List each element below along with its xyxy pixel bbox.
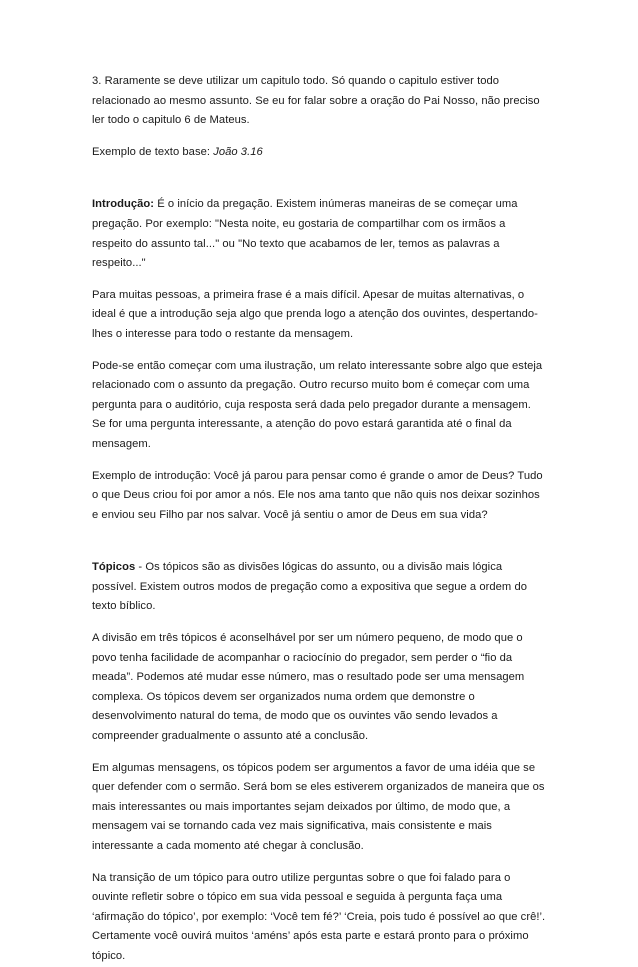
paragraph-topics-3: Em algumas mensagens, os tópicos podem ser argumentos a favor de uma idéia que se quer defender com o sermão. Será bom se eles estiverem organizados de maneira que os mais interessantes ou mais importantes sejam deixados por último, de modo que, a mensagem vai se tornando cada vez mais significativa, mais consistente e mais interessante a cada momento até chegar à conclusão. <box>92 761 545 852</box>
introduction-text: É o início da pregação. Existem inúmeras maneiras de se começar uma pregação. Por exemplo: "Nesta noite, eu gostaria de compartilhar com os irmãos a respeito do assunto tal..." ou "No texto que acabamos de ler, temos as palavras a respeito..." <box>92 198 518 270</box>
example-base-reference: João 3.16 <box>213 145 263 158</box>
paragraph-introduction-3: Pode-se então começar com uma ilustração, um relato interessante sobre algo que esteja relacionado com o assunto da pregação. Outro recurso muito bom é começar com uma pergunta para o auditório, cuja resposta será dada pelo pregador durante a mensagem. Se for uma pergunta interessante, a atenção do povo estará garantida até o final da mensagem. <box>92 359 543 450</box>
paragraph-chapter-rule: 3. Raramente se deve utilizar um capitulo todo. Só quando o capitulo estiver todo relacionado ao mesmo assunto. Se eu for falar sobre a oração do Pai Nosso, não preciso ler todo o capitulo 6 de Mateus. <box>92 75 540 127</box>
paragraph-topics-4: Na transição de um tópico para outro utilize perguntas sobre o que foi falado para o ouvinte refletir sobre o tópico em sua vida pessoal e seguida à pergunta faça uma ‘afirmação do tópico’, por exemplo: ‘Você tem fé?’ ‘Creia, pois tudo é possível ao que crê!’. Certamente você ouvirá muitos ‘améns’ após esta parte e estará pronto para o próximo tópico. <box>92 871 546 962</box>
paragraph-introduction-example: Exemplo de introdução: Você já parou para pensar como é grande o amor de Deus? Tudo o que Deus criou foi por amor a nós. Ele nos ama tanto que não quis nos deixar sozinhos e enviou seu Filho par nos salvar. Você já sentiu o amor de Deus em sua vida? <box>92 469 543 521</box>
paragraph-example-base <box>92 143 546 163</box>
introduction-heading: Introdução: <box>92 198 155 211</box>
paragraph-topics-2: A divisão em três tópicos é aconselhável por ser um número pequeno, de modo que o povo tenha facilidade de acompanhar o raciocínio do pregador, sem perder o “fio da meada”. Podemos até mudar esse número, mas o resultado pode ser uma mensagem complexa. Os tópicos devem ser organizados numa ordem que demonstre o desenvolvimento natural do tema, de modo que os ouvintes vão sendo levados a compreender gradualmente o assunto até a conclusão. <box>92 632 525 743</box>
topics-text: - Os tópicos são as divisões lógicas do assunto, ou a divisão mais lógica possível. Existem outros modos de pregação como a expositiva que segue a ordem do texto bíblico. <box>92 561 528 613</box>
paragraph-introduction <box>92 195 546 273</box>
example-base-label: Exemplo de texto base: <box>92 145 214 158</box>
paragraph-topics <box>92 558 546 617</box>
topics-heading: Tópicos <box>92 561 136 574</box>
paragraph-introduction-2: Para muitas pessoas, a primeira frase é a mais difícil. Apesar de muitas alternativas, o ideal é que a introdução seja algo que prenda logo a atenção dos ouvintes, despertando-lhes o interesse para todo o restante da mensagem. <box>92 288 538 340</box>
